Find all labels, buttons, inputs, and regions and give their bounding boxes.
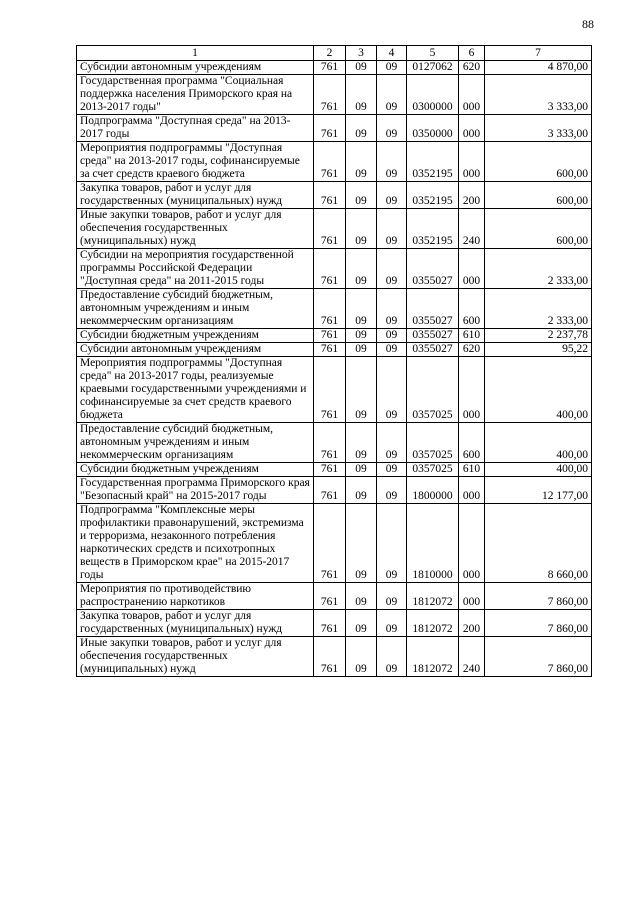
cell-name: Предоставление субсидий бюджетным, автономным учреждениям и иным некоммерческим организациям: [77, 289, 314, 329]
cell-c4: 09: [377, 75, 407, 115]
cell-c2: 761: [314, 142, 346, 182]
cell-c6: 610: [459, 329, 485, 343]
cell-amount: 2 333,00: [485, 249, 592, 289]
cell-c4: 09: [377, 209, 407, 249]
cell-c3: 09: [346, 289, 377, 329]
cell-amount: 400,00: [485, 357, 592, 423]
cell-c4: 09: [377, 610, 407, 637]
table-row: [77, 249, 592, 289]
cell-c4: 09: [377, 182, 407, 209]
cell-c6: 000: [459, 249, 485, 289]
cell-name: Мероприятия по противодействию распространению наркотиков: [77, 583, 314, 610]
cell-c4: 09: [377, 504, 407, 583]
cell-name: Субсидии автономным учреждениям: [77, 343, 314, 357]
cell-name: Мероприятия подпрограммы "Доступная среда" на 2013-2017 годы, софинансируемые за счет средств краевого бюджета: [77, 142, 314, 182]
cell-c4: 09: [377, 289, 407, 329]
cell-amount: 4 870,00: [485, 61, 592, 75]
header-cell: 1: [77, 46, 314, 61]
cell-c6: 000: [459, 504, 485, 583]
cell-c5: 0357025: [407, 357, 459, 423]
cell-c6: 000: [459, 142, 485, 182]
cell-c2: 761: [314, 115, 346, 142]
cell-c5: 1810000: [407, 504, 459, 583]
cell-amount: 400,00: [485, 463, 592, 477]
cell-c5: 0357025: [407, 463, 459, 477]
cell-c5: 0355027: [407, 289, 459, 329]
cell-amount: 7 860,00: [485, 583, 592, 610]
cell-c2: 761: [314, 583, 346, 610]
cell-name: Субсидии бюджетным учреждениям: [77, 329, 314, 343]
cell-c2: 761: [314, 637, 346, 677]
cell-c3: 09: [346, 142, 377, 182]
cell-c5: 0352195: [407, 182, 459, 209]
cell-name: Подпрограмма "Комплексные меры профилактики правонарушений, экстремизма и терроризма, незаконного потребления наркотических средств и психотропных веществ в Приморском крае" на 2015-2017 годы: [77, 504, 314, 583]
cell-c6: 200: [459, 182, 485, 209]
cell-c6: 600: [459, 289, 485, 329]
cell-c3: 09: [346, 357, 377, 423]
table-row: [77, 357, 592, 423]
cell-c5: 0127062: [407, 61, 459, 75]
table-row: [77, 343, 592, 357]
table-row: [77, 142, 592, 182]
cell-name: Подпрограмма "Доступная среда" на 2013-2017 годы: [77, 115, 314, 142]
cell-name: Иные закупки товаров, работ и услуг для обеспечения государственных (муниципальных) нужд: [77, 209, 314, 249]
table-row: [77, 289, 592, 329]
table-row: [77, 583, 592, 610]
cell-c4: 09: [377, 423, 407, 463]
table-row: [77, 637, 592, 677]
table-row: [77, 61, 592, 75]
cell-c2: 761: [314, 329, 346, 343]
cell-c6: 600: [459, 423, 485, 463]
cell-c4: 09: [377, 61, 407, 75]
table-row: [77, 182, 592, 209]
cell-c2: 761: [314, 289, 346, 329]
cell-name: Государственная программа Приморского края "Безопасный край" на 2015-2017 годы: [77, 477, 314, 504]
cell-c2: 761: [314, 75, 346, 115]
cell-c2: 761: [314, 357, 346, 423]
table-row: [77, 423, 592, 463]
cell-c5: 0300000: [407, 75, 459, 115]
cell-c2: 761: [314, 423, 346, 463]
cell-c5: 0355027: [407, 249, 459, 289]
cell-c6: 000: [459, 357, 485, 423]
cell-amount: 2 333,00: [485, 289, 592, 329]
cell-name: Субсидии бюджетным учреждениям: [77, 463, 314, 477]
cell-c4: 09: [377, 583, 407, 610]
cell-c3: 09: [346, 115, 377, 142]
cell-c5: 1812072: [407, 583, 459, 610]
cell-amount: 600,00: [485, 142, 592, 182]
cell-c4: 09: [377, 343, 407, 357]
cell-name: Субсидии автономным учреждениям: [77, 61, 314, 75]
cell-amount: 8 660,00: [485, 504, 592, 583]
cell-c6: 000: [459, 75, 485, 115]
cell-amount: 2 237,78: [485, 329, 592, 343]
cell-c5: 0355027: [407, 329, 459, 343]
cell-c4: 09: [377, 249, 407, 289]
cell-amount: 600,00: [485, 182, 592, 209]
cell-c6: 000: [459, 583, 485, 610]
cell-c2: 761: [314, 249, 346, 289]
cell-amount: 7 860,00: [485, 610, 592, 637]
table-row: [77, 610, 592, 637]
cell-c6: 620: [459, 343, 485, 357]
cell-c5: 0352195: [407, 209, 459, 249]
cell-c4: 09: [377, 637, 407, 677]
cell-c2: 761: [314, 209, 346, 249]
cell-c4: 09: [377, 142, 407, 182]
cell-amount: 12 177,00: [485, 477, 592, 504]
header-row: [77, 46, 592, 61]
cell-c6: 200: [459, 610, 485, 637]
cell-c6: 000: [459, 115, 485, 142]
header-cell: 2: [314, 46, 346, 61]
cell-c3: 09: [346, 477, 377, 504]
cell-name: Мероприятия подпрограммы "Доступная среда" на 2013-2017 годы, реализуемые краевыми государственными учреждениями и софинансируемые за счет средств краевого бюджета: [77, 357, 314, 423]
header-cell: 5: [407, 46, 459, 61]
cell-c3: 09: [346, 75, 377, 115]
cell-c2: 761: [314, 463, 346, 477]
cell-c6: 000: [459, 477, 485, 504]
cell-c3: 09: [346, 463, 377, 477]
table-row: [77, 504, 592, 583]
cell-c3: 09: [346, 610, 377, 637]
cell-c5: 1812072: [407, 610, 459, 637]
cell-name: Государственная программа "Социальная поддержка населения Приморского края на 2013-2017 годы": [77, 75, 314, 115]
cell-c4: 09: [377, 329, 407, 343]
cell-c5: 1812072: [407, 637, 459, 677]
cell-c6: 620: [459, 61, 485, 75]
cell-c3: 09: [346, 637, 377, 677]
cell-c5: 0352195: [407, 142, 459, 182]
cell-amount: 7 860,00: [485, 637, 592, 677]
cell-c2: 761: [314, 343, 346, 357]
table-row: [77, 329, 592, 343]
cell-c5: 0350000: [407, 115, 459, 142]
cell-name: Предоставление субсидий бюджетным, автономным учреждениям и иным некоммерческим организациям: [77, 423, 314, 463]
header-cell: 3: [346, 46, 377, 61]
cell-c3: 09: [346, 423, 377, 463]
page-number: 88: [582, 17, 594, 31]
cell-c5: 1800000: [407, 477, 459, 504]
cell-c3: 09: [346, 209, 377, 249]
cell-name: Субсидии на мероприятия государственной программы Российской Федерации "Доступная среда" на 2011-2015 годы: [77, 249, 314, 289]
table-row: [77, 463, 592, 477]
cell-c3: 09: [346, 329, 377, 343]
cell-c2: 761: [314, 61, 346, 75]
cell-c3: 09: [346, 182, 377, 209]
cell-amount: 600,00: [485, 209, 592, 249]
cell-c4: 09: [377, 477, 407, 504]
table-row: [77, 115, 592, 142]
cell-amount: 400,00: [485, 423, 592, 463]
table-row: [77, 209, 592, 249]
header-cell: 4: [377, 46, 407, 61]
cell-c4: 09: [377, 463, 407, 477]
cell-c2: 761: [314, 477, 346, 504]
table-row: [77, 75, 592, 115]
cell-amount: 3 333,00: [485, 115, 592, 142]
cell-amount: 95,22: [485, 343, 592, 357]
cell-c4: 09: [377, 115, 407, 142]
cell-c6: 240: [459, 637, 485, 677]
cell-c6: 610: [459, 463, 485, 477]
cell-name: Иные закупки товаров, работ и услуг для обеспечения государственных (муниципальных) нужд: [77, 637, 314, 677]
budget-table: [76, 45, 592, 677]
table-row: [77, 477, 592, 504]
cell-name: Закупка товаров, работ и услуг для государственных (муниципальных) нужд: [77, 182, 314, 209]
cell-c2: 761: [314, 610, 346, 637]
cell-c5: 0355027: [407, 343, 459, 357]
header-cell: 6: [459, 46, 485, 61]
cell-c2: 761: [314, 182, 346, 209]
cell-c5: 0357025: [407, 423, 459, 463]
cell-c2: 761: [314, 504, 346, 583]
cell-c6: 240: [459, 209, 485, 249]
cell-c3: 09: [346, 249, 377, 289]
cell-c3: 09: [346, 504, 377, 583]
cell-c3: 09: [346, 343, 377, 357]
cell-c3: 09: [346, 583, 377, 610]
cell-amount: 3 333,00: [485, 75, 592, 115]
cell-name: Закупка товаров, работ и услуг для государственных (муниципальных) нужд: [77, 610, 314, 637]
cell-c4: 09: [377, 357, 407, 423]
cell-c3: 09: [346, 61, 377, 75]
header-cell: 7: [485, 46, 592, 61]
